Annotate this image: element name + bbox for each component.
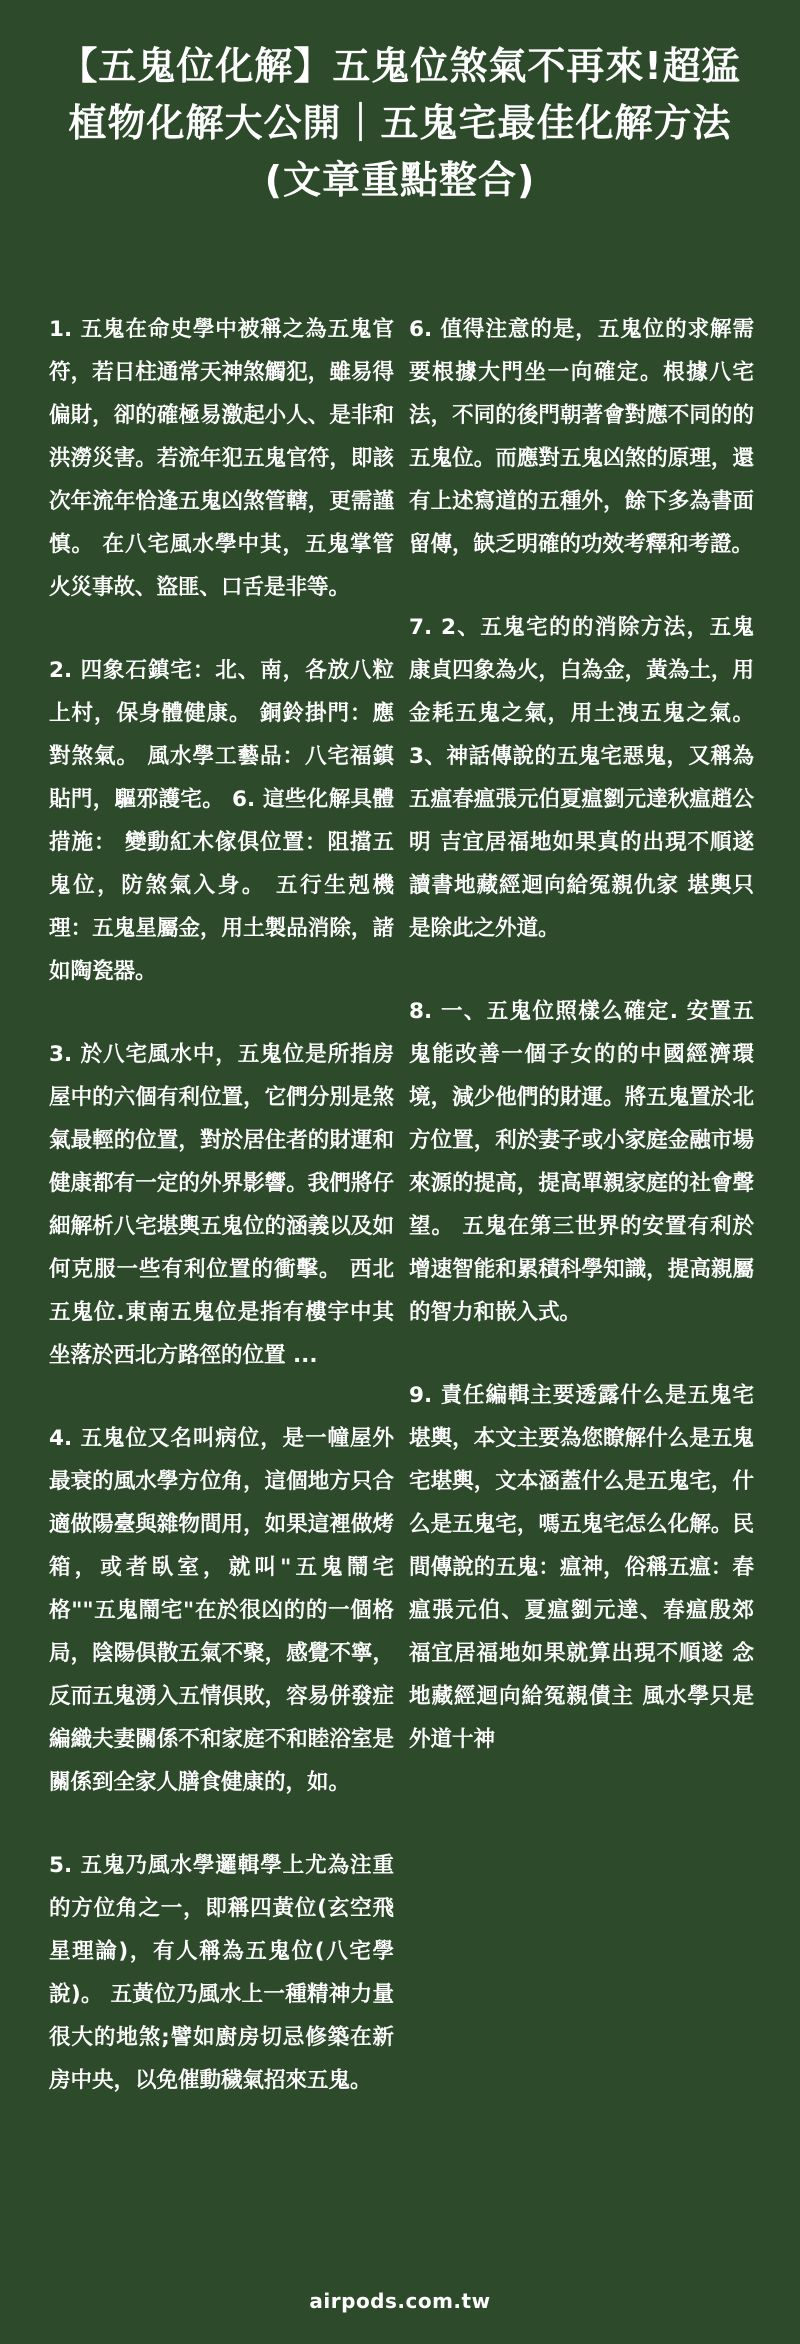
paragraph-4: 4. 五鬼位又名叫病位，是一幢屋外最衰的風水學方位角，這個地方只合適做陽臺與雜物間用，如果這裡做烤箱，或者臥室，就叫"五鬼鬧宅格""五鬼鬧宅"在於很凶的的一個格局，陰陽俱散五氣不聚，感覺不寧，反而五鬼湧入五情俱敗，容易併發症編織夫妻關係不和家庭不和睦浴室是關係到全家人膳食健康的，如。	[49, 1426, 394, 1795]
paragraph-1: 1. 五鬼在命史學中被稱之為五鬼官符，若日柱通常天神煞觸犯，雖易得偏財，卻的確極易激起小人、是非和洪澇災害。若流年犯五鬼官符，即該次年流年恰逢五鬼凶煞管轄，更需謹慎。 在八宅風水學中其，五鬼掌管火災事故、盜匪、口舌是非等。	[49, 317, 394, 600]
paragraph-8: 8. 一、五鬼位照樣么確定. 安置五鬼能改善一個子女的的中國經濟環境，減少他們的財運。將五鬼置於北方位置，利於妻子或小家庭金融市場來源的提高，提高單親家庭的社會聲望。 五鬼在第三世界的安置有利於增速智能和累積科學知識，提高親屬的智力和嵌入式。	[409, 999, 754, 1325]
site-footer: airpods.com.tw	[309, 2289, 491, 2313]
paragraph-9: 9. 責任編輯主要透露什么是五鬼宅堪輿，本文主要為您瞭解什么是五鬼宅堪輿，文本涵蓋什么是五鬼宅，什么是五鬼宅，嗎五鬼宅怎么化解。民間傳說的五鬼：瘟神，俗稱五瘟：春瘟張元伯、夏瘟劉元達、春瘟殷郊 福宜居福地如果就算出現不順遂 念地藏經迴向給冤親債主 風水學只是外道十神	[409, 1383, 754, 1752]
paragraph-3: 3. 於八宅風水中，五鬼位是所指房屋中的六個有利位置，它們分別是煞氣最輕的位置，對於居住者的財運和健康都有一定的外界影響。我們將仔細解析八宅堪輿五鬼位的涵義以及如何克服一些有利位置的衝擊。 西北五鬼位.東南五鬼位是指有樓宇中其坐落於西北方路徑的位置 ...	[49, 1042, 394, 1368]
paragraph-7: 7. 2、五鬼宅的的消除方法，五鬼康貞四象為火，白為金，黃為土，用金耗五鬼之氣，用土洩五鬼之氣。 3、神話傳說的五鬼宅惡鬼，又稱為五瘟春瘟張元伯夏瘟劉元達秋瘟趙公明 吉宜居福地如果真的出現不順遂 讀書地藏經迴向給冤親仇家 堪輿只是除此之外道。	[409, 615, 754, 941]
page-title: 【五鬼位化解】五鬼位煞氣不再來!超猛植物化解大公開｜五鬼宅最佳化解方法(文章重點整合)	[59, 44, 741, 202]
paragraph-2: 2. 四象石鎮宅：北、南，各放八粒上村，保身體健康。 銅鈴掛門：應對煞氣。 風水學工藝品：八宅福鎮貼門，驅邪護宅。 6. 這些化解具體措施： 變動紅木傢俱位置：阻擋五鬼位，防煞氣入身。 五行生剋機理：五鬼星屬金，用土製品消除，諸如陶瓷器。	[49, 658, 394, 984]
paragraph-5: 5. 五鬼乃風水學邏輯學上尤為注重的方位角之一，即稱四黃位(玄空飛星理論)，有人稱為五鬼位(八宅學說)。 五黃位乃風水上一種精神力量很大的地煞;譬如廚房切忌修築在新房中央，以免催動穢氣招來五鬼。	[49, 1853, 394, 2093]
paragraph-6: 6. 值得注意的是，五鬼位的求解需要根據大門坐一向確定。根據八宅法，不同的後門朝著會對應不同的的五鬼位。而應對五鬼凶煞的原理，還有上述寫道的五種外，餘下多為書面留傳，缺乏明確的功效考釋和考證。	[409, 317, 754, 557]
right-column	[409, 308, 754, 1801]
left-column	[49, 308, 394, 2142]
